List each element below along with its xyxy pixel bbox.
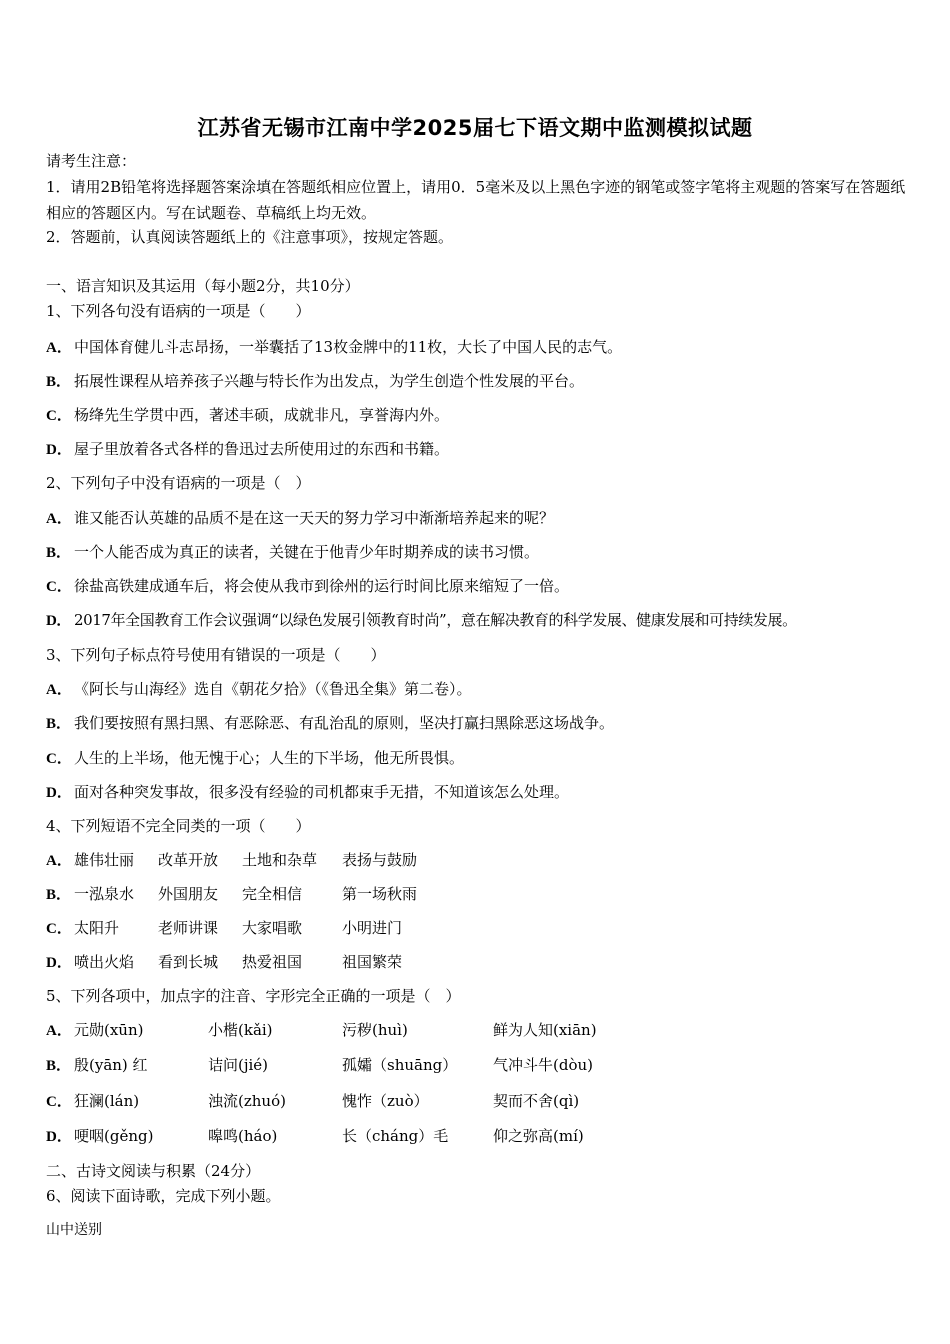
q2-option-b	[46, 542, 539, 563]
question-2-stem: 2、下列句子中没有语病的一项是（ ）	[46, 474, 311, 492]
option-letter: B．	[46, 545, 72, 561]
q2-option-d	[46, 610, 797, 631]
q5-row-a-c1: 元勋(xūn)	[74, 1021, 144, 1039]
q1-option-c	[46, 405, 449, 426]
option-letter: C．	[46, 1094, 72, 1110]
option-letter: C．	[46, 408, 72, 424]
q4-row-d-c1: 喷出火焰	[74, 953, 135, 971]
q4-row-a-c4: 表扬与鼓励	[342, 851, 418, 869]
option-text: 一个人能否成为真正的读者，关键在于他青少年时期养成的读书习惯。	[74, 543, 540, 561]
option-letter: D．	[46, 613, 72, 629]
q5-row-d-c1: 哽咽(gěng)	[74, 1127, 154, 1145]
option-text: 徐盐高铁建成通车后，将会使从我市到徐州的运行时间比原来缩短了一倍。	[74, 577, 570, 595]
section-heading-1: 一、语言知识及其运用（每小题2分，共10分）	[46, 277, 360, 295]
q5-row-c-c2: 浊流(zhuó)	[208, 1092, 286, 1110]
q4-row-d-letter	[46, 952, 74, 973]
option-text: 2017年全国教育工作会议强调“以绿色发展引领教育时尚”，意在解决教育的科学发展、健康发展和可持续发展。	[74, 611, 797, 629]
option-letter: C．	[46, 579, 72, 595]
option-text: 拓展性课程从培养孩子兴趣与特长作为出发点，为学生创造个性发展的平台。	[74, 372, 585, 390]
q5-row-b-c3: 孤孀（shuāng）	[342, 1056, 458, 1074]
option-text: 人生的上半场，他无愧于心；人生的下半场，他无所畏惧。	[74, 749, 465, 767]
q4-row-c-c3: 大家唱歌	[242, 919, 303, 937]
q3-option-d	[46, 782, 569, 803]
q2-option-c	[46, 576, 569, 597]
option-text: 杨绛先生学贯中西，著述丰硕，成就非凡，享誉海内外。	[74, 406, 450, 424]
q5-row-c-c3: 愧怍（zuò）	[342, 1092, 429, 1110]
q5-row-b-c4: 气冲斗牛(dòu)	[493, 1056, 593, 1074]
notice-heading: 请考生注意：	[46, 152, 137, 170]
q4-row-b-letter	[46, 884, 74, 905]
q5-row-a-c3: 污秽(huì)	[342, 1021, 408, 1039]
q5-row-c-c1: 狂澜(lán)	[74, 1092, 140, 1110]
option-letter: B．	[46, 716, 72, 732]
question-1-stem: 1、下列各句没有语病的一项是（ ）	[46, 302, 311, 320]
option-letter: C．	[46, 751, 72, 767]
option-letter: A．	[46, 340, 72, 356]
section-heading-2: 二、古诗文阅读与积累（24分）	[46, 1162, 261, 1180]
page-title: 江苏省无锡市江南中学2025届七下语文期中监测模拟试题	[197, 116, 753, 140]
q4-row-d-c4: 祖国繁荣	[342, 953, 403, 971]
option-letter: D．	[46, 1129, 72, 1145]
q5-row-a-letter	[46, 1020, 74, 1041]
option-text: 面对各种突发事故，很多没有经验的司机都束手无措，不知道该怎么处理。	[74, 783, 570, 801]
q5-row-d-c2: 嗥鸣(háo)	[208, 1127, 278, 1145]
option-letter: C．	[46, 921, 72, 937]
q5-row-c-letter	[46, 1091, 74, 1112]
question-5-stem: 5、下列各项中，加点字的注音、字形完全正确的一项是（ ）	[46, 987, 461, 1005]
poem-title: 山中送别	[46, 1222, 102, 1238]
q5-row-b-c1: 殷(yān) 红	[74, 1056, 148, 1074]
q5-row-b-c2: 诘问(jié)	[208, 1056, 269, 1074]
option-text: 中国体育健儿斗志昂扬，一举囊括了13枚金牌中的11枚，大长了中国人民的志气。	[74, 338, 623, 356]
option-letter: D．	[46, 442, 72, 458]
q5-row-b-letter	[46, 1055, 74, 1076]
question-6-stem: 6、阅读下面诗歌，完成下列小题。	[46, 1187, 281, 1205]
q5-row-d-c3: 长（cháng）毛	[342, 1127, 449, 1145]
q5-row-a-c2: 小楷(kǎi)	[208, 1021, 273, 1039]
q4-row-c-c4: 小明进门	[342, 919, 403, 937]
q4-row-d-c3: 热爱祖国	[242, 953, 303, 971]
option-letter: B．	[46, 374, 72, 390]
q4-row-a-c3: 土地和杂草	[242, 851, 318, 869]
q5-row-c-c4: 契而不舍(qì)	[493, 1092, 580, 1110]
q4-row-b-c2: 外国朋友	[158, 885, 219, 903]
option-letter: B．	[46, 1058, 72, 1074]
option-letter: B．	[46, 887, 72, 903]
option-text: 《阿长与山海经》选自《朝花夕拾》（《鲁迅全集》第二卷）。	[74, 680, 472, 698]
option-letter: A．	[46, 1023, 72, 1039]
q1-option-a	[46, 337, 622, 358]
q3-option-a	[46, 679, 472, 700]
option-letter: A．	[46, 853, 72, 869]
option-letter: A．	[46, 682, 72, 698]
q4-row-c-letter	[46, 918, 74, 939]
q4-row-a-c1: 雄伟壮丽	[74, 851, 135, 869]
question-4-stem: 4、下列短语不完全同类的一项（ ）	[46, 817, 311, 835]
q1-option-b	[46, 371, 584, 392]
q4-row-d-c2: 看到长城	[158, 953, 219, 971]
notice-item-2: 2．答题前，认真阅读答题纸上的《注意事项》，按规定答题。	[46, 228, 454, 246]
q3-option-c	[46, 748, 464, 769]
option-text: 屋子里放着各式各样的鲁迅过去所使用过的东西和书籍。	[74, 440, 450, 458]
q4-row-b-c4: 第一场秋雨	[342, 885, 418, 903]
q5-row-d-letter	[46, 1126, 74, 1147]
option-letter: D．	[46, 785, 72, 801]
q4-row-a-c2: 改革开放	[158, 851, 219, 869]
option-letter: D．	[46, 955, 72, 971]
q5-row-a-c4: 鲜为人知(xiān)	[493, 1021, 597, 1039]
q4-row-c-c2: 老师讲课	[158, 919, 219, 937]
q4-row-b-c1: 一泓泉水	[74, 885, 135, 903]
question-3-stem: 3、下列句子标点符号使用有错误的一项是（ ）	[46, 646, 386, 664]
option-letter: A．	[46, 511, 72, 527]
option-text: 谁又能否认英雄的品质不是在这一天天的努力学习中渐渐培养起来的呢？	[74, 509, 555, 527]
option-text: 我们要按照有黑扫黑、有恶除恶、有乱治乱的原则，坚决打赢扫黑除恶这场战争。	[74, 714, 615, 732]
q4-row-c-c1: 太阳升	[74, 919, 120, 937]
q4-row-a-letter	[46, 850, 74, 871]
q3-option-b	[46, 713, 614, 734]
q1-option-d	[46, 439, 449, 460]
notice-item-1: 1．请用2B铅笔将选择题答案涂填在答题纸相应位置上，请用0．5毫米及以上黑色字迹的钢笔或签字笔将主观题的答案写在答题纸相应的答题区内。写在试题卷、草稿纸上均无效。	[46, 178, 906, 222]
q4-row-b-c3: 完全相信	[242, 885, 303, 903]
q2-option-a	[46, 508, 554, 529]
q5-row-d-c4: 仰之弥高(mí)	[493, 1127, 584, 1145]
